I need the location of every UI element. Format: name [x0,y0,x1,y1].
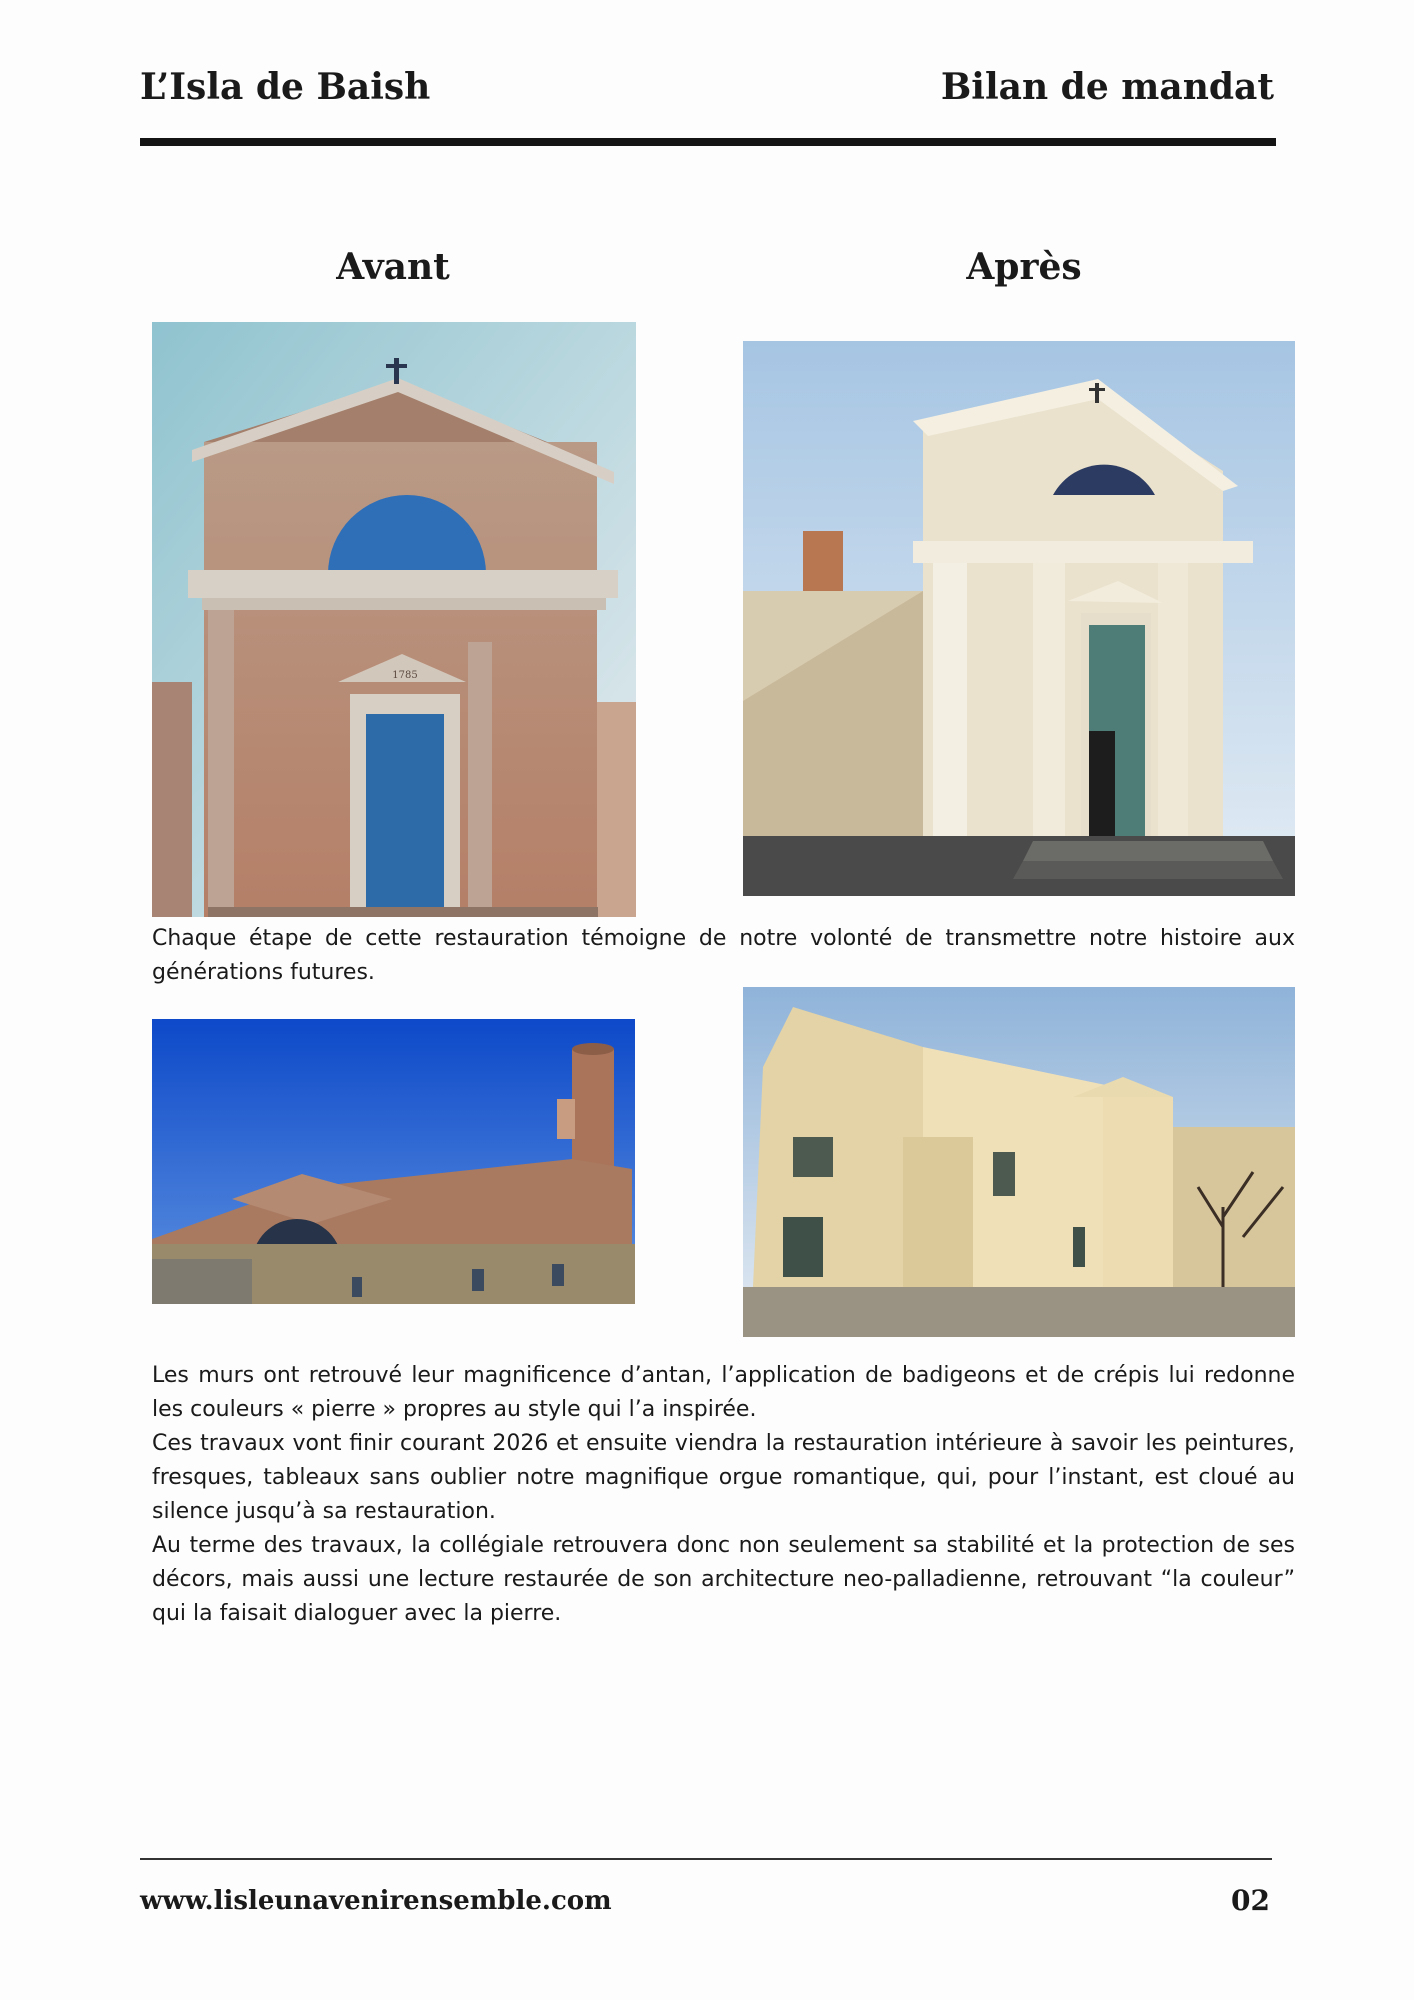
document-title: L’Isla de Baish [140,66,431,108]
footer-website-url: www.lisleunavenirensemble.com [140,1886,612,1916]
header-rule [140,138,1276,146]
photo-facade-after [743,341,1295,896]
paragraph: Ces travaux vont finir courant 2026 et ensuite viendra la restauration intérieure à savoir les peintures, fresques, tableaux sans oublier notre magnifique orgue romantique, qui, pour l’instant, est cloué au silence jusqu’à sa restauration. [152,1431,1295,1524]
after-heading: Après [966,246,1082,288]
photo-side-after [743,987,1295,1337]
photo-caption: Chaque étape de cette restauration témoigne de notre volonté de transmettre notre histoire aux générations futures. [152,926,1295,985]
door-lintel-date: 1785 [392,670,418,681]
photo-facade-before [152,322,636,917]
photo-side-before [152,1019,635,1304]
paragraph: Au terme des travaux, la collégiale retrouvera donc non seulement sa stabilité et la protection de ses décors, mais aussi une lecture restaurée de son architecture neo-palladienne, retrouvant “la couleur” qui la faisait dialoguer avec la pierre. [152,1533,1295,1626]
paragraph: Les murs ont retrouvé leur magnificence d’antan, l’application de badigeons et de crépis lui redonne les couleurs « pierre » propres au style qui l’a inspirée. [152,1363,1295,1422]
footer-rule [140,1858,1272,1860]
before-heading: Avant [336,246,450,288]
document-subtitle: Bilan de mandat [940,66,1274,108]
body-paragraphs [152,1359,1295,1631]
page-number: 02 [1231,1884,1270,1917]
